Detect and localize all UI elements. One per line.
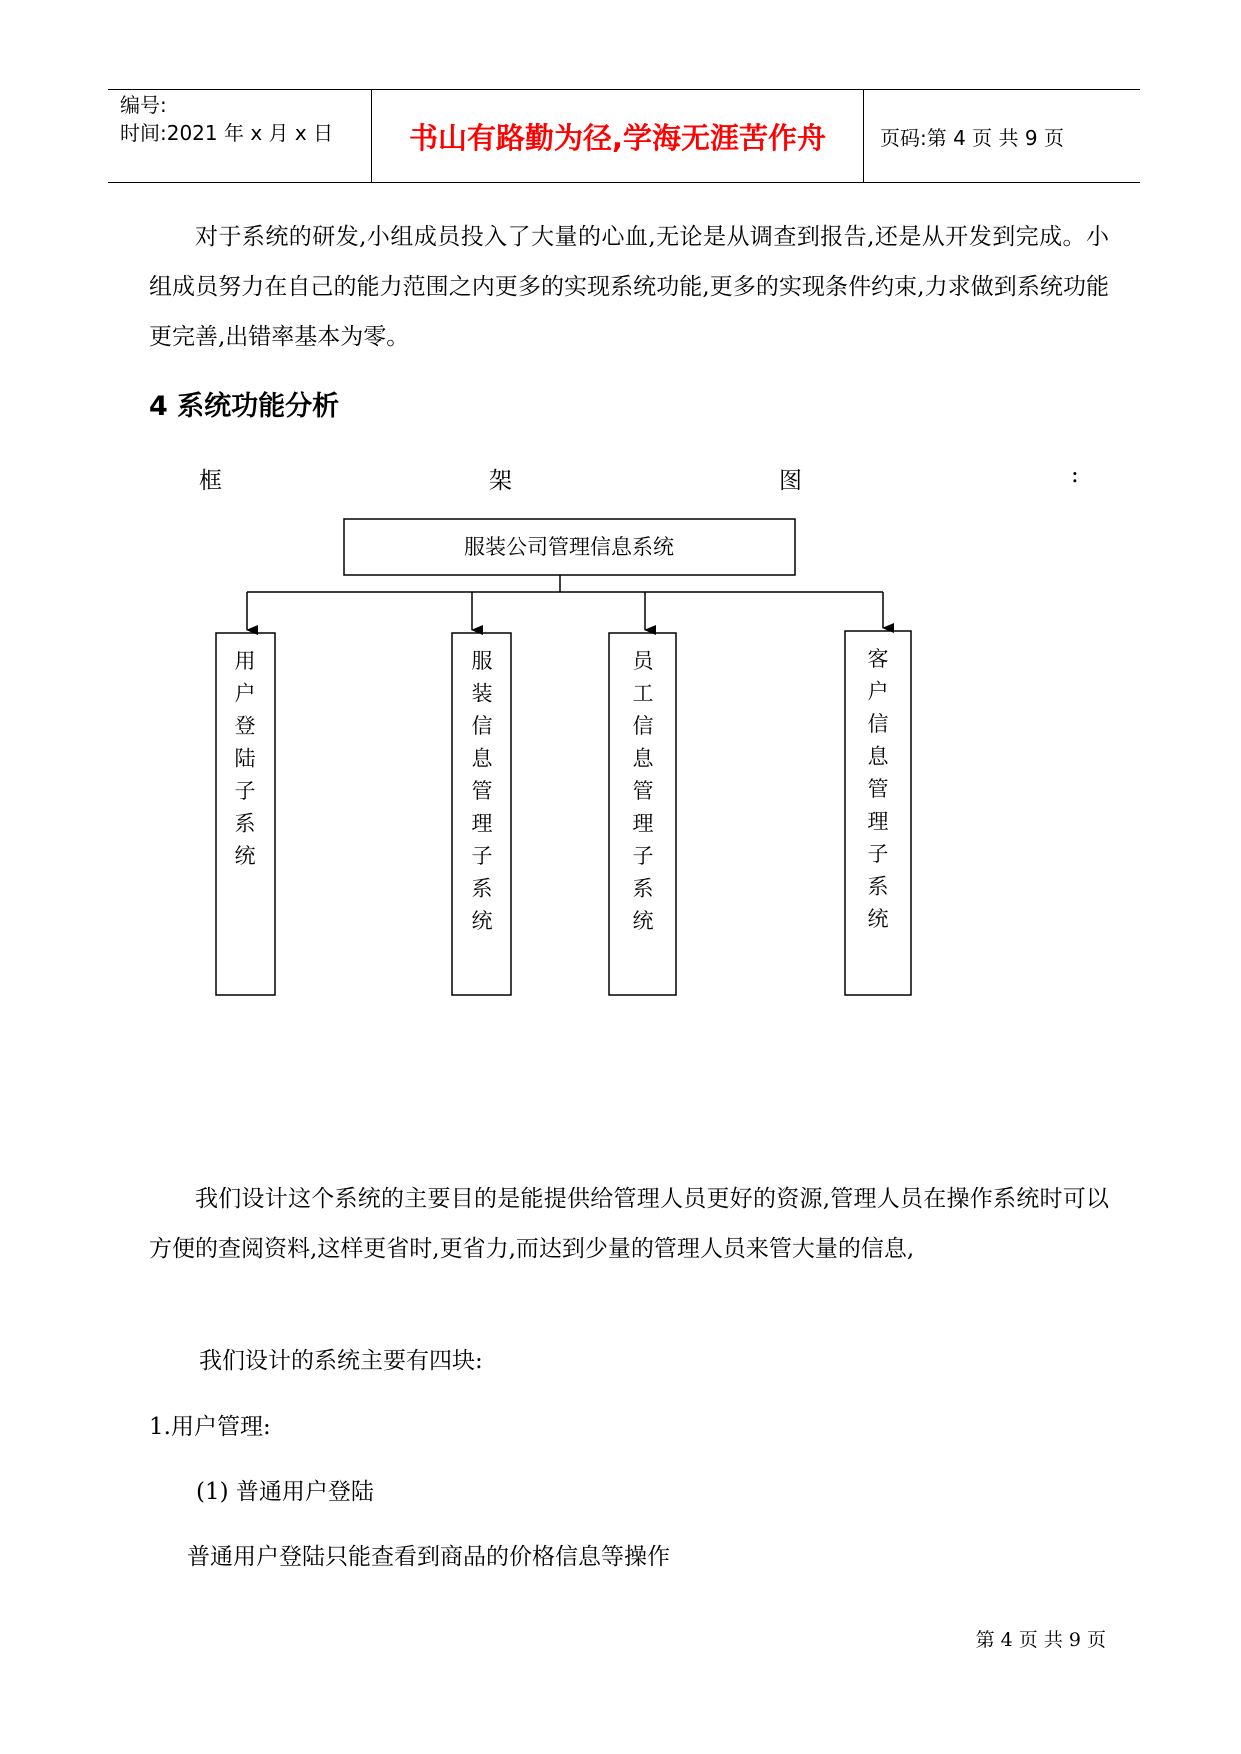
- header-time-label: 时间:2021 年 x 月 x 日: [120, 121, 334, 145]
- diagram-child-label-char: 子: [234, 779, 256, 803]
- frame-label-char-2: 架: [489, 468, 512, 494]
- diagram-child-label-char: 登: [234, 714, 256, 738]
- diagram-child-label-char: 统: [471, 909, 493, 933]
- diagram-child-label-char: 息: [867, 744, 889, 769]
- diagram-child-label-char: 管: [867, 777, 889, 801]
- diagram-child-label-char: 理: [632, 811, 654, 836]
- header-number-label: 编号:: [120, 93, 167, 117]
- diagram-child-label-char: 统: [234, 844, 256, 868]
- diagram-child-label-char: 陆: [234, 746, 256, 771]
- diagram-child-label-char: 信: [471, 714, 493, 738]
- diagram-child-label-2: [472, 649, 494, 933]
- diagram-child-label-char: 用: [234, 649, 256, 673]
- line-four-blocks: 我们设计的系统主要有四块:: [199, 1348, 483, 1374]
- diagram-child-label-3: [633, 649, 656, 933]
- diagram-child-label-char: 统: [867, 907, 889, 931]
- diagram-child-label-char: 子: [632, 844, 654, 868]
- diagram-child-label-char: 服: [471, 649, 493, 673]
- diagram-child-label-char: 系: [471, 876, 493, 901]
- frame-label-char-1: 框: [199, 468, 222, 494]
- diagram-child-label-char: 理: [867, 809, 889, 834]
- header-page-label: 页码:第 4 页 共 9 页: [880, 125, 1064, 150]
- diagram-child-label-char: 信: [867, 712, 889, 736]
- diagram-child-label-char: 系: [867, 874, 889, 899]
- diagram-child-label-4: [868, 647, 890, 931]
- diagram-child-label-char: 系: [632, 876, 654, 901]
- paragraph-purpose: 我们设计这个系统的主要目的是能提供给管理人员更好的资源,管理人员在操作系统时可以方便的查阅资料,这样更省时,更省力,而达到少量的管理人员来管大量的信息,: [149, 1186, 1109, 1262]
- section-heading: 4 系统功能分析: [149, 391, 340, 422]
- header-motto: 书山有路勤为径,学海无涯苦作舟: [372, 90, 864, 182]
- diagram-child-label-char: 管: [471, 779, 493, 803]
- diagram-child-label-char: 装: [471, 681, 493, 706]
- diagram-child-label-char: 子: [867, 842, 889, 866]
- line-user-management: 1.用户管理:: [149, 1414, 271, 1440]
- diagram-child-label-char: 息: [471, 746, 493, 771]
- diagram-child-label-char: 管: [632, 779, 654, 803]
- diagram-child-label-char: 工: [632, 681, 654, 706]
- diagram-child-label-char: 子: [471, 844, 493, 868]
- diagram-child-label-char: 理: [471, 811, 493, 836]
- line-normal-login-desc: 普通用户登陆只能查看到商品的价格信息等操作: [187, 1544, 670, 1570]
- line-normal-login: (1) 普通用户登陆: [196, 1479, 374, 1505]
- diagram-child-label-char: 统: [632, 909, 654, 933]
- paragraph-intro: 对于系统的研发,小组成员投入了大量的心血,无论是从调查到报告,还是从开发到完成。小组成员努力在自己的能力范围之内更多的实现系统功能,更多的实现条件约束,力求做到系统功能更完善,出错率基本为零。: [149, 224, 1109, 350]
- diagram-child-label-char: 员: [632, 649, 654, 673]
- diagram-child-label-char: 信: [632, 714, 654, 738]
- diagram-child-label-char: 客: [867, 647, 889, 671]
- diagram-child-label-char: 息: [632, 746, 654, 771]
- page-footer: 第 4 页 共 9 页: [975, 1629, 1106, 1651]
- diagram-child-label-char: 户: [867, 679, 889, 704]
- frame-label-char-4: :: [1071, 462, 1079, 488]
- diagram-child-label-char: 户: [234, 681, 256, 706]
- diagram-child-label-1: [235, 649, 256, 868]
- frame-label-char-3: 图: [779, 468, 802, 494]
- diagram-child-label-char: 系: [234, 811, 256, 836]
- diagram-root-label: 服装公司管理信息系统: [464, 535, 674, 559]
